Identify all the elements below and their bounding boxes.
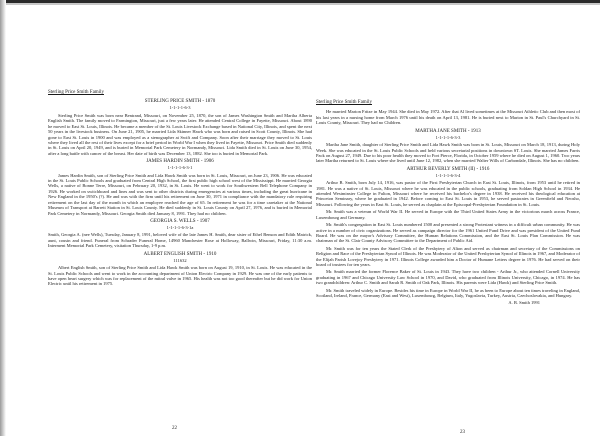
section-title: STERLING PRICE SMITH - 1870 [144,99,216,105]
section-title: ARTHUR BEVERLY SMITH (II) - 1916 [406,166,490,172]
section-title: ALBERT ENGLISH SMITH - 1910 [143,251,217,257]
right-page [316,100,580,306]
section-sterling [48,99,312,156]
signature: A. B. Smith 1991 [508,300,540,306]
paragraph: James Hardin Smith, son of Sterling Price Smith and Lida Hawk Smith was born in St. Louis, Missouri, on June 23, 1906. He was educated in the St. Louis Public Schools and graduated from Central High School, the first public high school west of the Mississippi. He married Georgia Wells, a native of Bonne Terre, Missouri, on February 20, 1932, in St. Louis. He went to work for Southwestern Bell Telephone Company in 1926. He worked on switchboard and lines and was sent to other districts during emergencies at various times, including the great hurricane in New England in the 1950's (?). He and was with the firm until his retirement on June 30, 1971 in compliance with the mandatory rule requiring retirement on the last day of the month in which an employee reached the age of 65. In retirement he was for a time caretaker at the National Museum of Transport at Barrett Station in St. Louis County. He died suddenly in St. Louis County on April 27, 1976, and is buried in Memorial Park Cemetery in Normandy, Missouri. Georgia Smith died January 8, 1991. They had no children. [48,172,312,216]
section-martha [316,129,580,164]
paragraph: Mr. Smith married the former Florence Baker of St. Louis in 1943. They have two children - Arthur Jr., who attended Cornell University graduating in 1967 and Chicago University Law School in 1970, and David, who graduated from Illinois University, Chicago, in 1974. He has two grandchildren: Arthur C. Smith and Sarah R. Smith of Oak Park, Illinois. His parents were Lida (Hawk) and Sterling Price Smith. [316,269,580,286]
paragraph: Mr. Smith was a veteran of World War II. He served in Europe with the Third United States Army in the victorious march across France, Luxembourg and Germany. [316,209,580,220]
left-edge-shadow [0,0,6,436]
right-page-number: 23 [460,430,465,435]
paragraph: Smith, Georgia A. (nee Wells), Tuesday, January 8, 1991, beloved wife of the late James H. Smith, dear sister of Ethel Benson and Edith Matrick, aunt, cousin and friend. Funeral from Schrader Funeral Home, 14960 Manchester Rose at Holloway, Ballwin, Missouri, Friday, 11:30 a.m. Interment Memorial Park Cemetery, visitation Thursday, 1-9 p.m. [48,232,312,249]
section-albert [48,252,312,287]
left-page-header: Sterling Price Smith Family [48,90,104,95]
section-arthur [316,167,580,306]
section-title: JAMES HARDIN SMITH - 1906 [146,159,214,165]
section-james [48,159,312,216]
left-page-number: 22 [172,426,177,431]
paragraph: Albert English Smith, son of Sterling Price Smith and Lida Hawk Smith was born on August 19, 1910, in St. Louis. He was educated in the St. Louis Public Schools and went to work in the accounting department of Union Electric Company in 1929. He was one of the early patients to have open heart surgery which was for replacement of the mitral valve in 1965. His health was not too good thereafter but he did work for Union Electric until his retirement in 1975. [48,265,312,287]
right-page-header: Sterling Price Smith Family [316,100,372,105]
section-code: 1-1-1-1-6-3-1a [166,224,194,230]
section-code: 1-1-1-1-6-3-3 [435,134,461,140]
paragraph: Mr. Smith was for ten years the Stated Clerk of the Presbytery of Alton and served as chairman and secretary of the Commissions on Religion and Race of the Presbyterian Synod of Illinois. He was Moderator of the United Presbyterian Synod of Illinois in 1967, and Moderator of the Elijah Parish Lovejoy Presbytery in 1971. Illinois College awarded him a Doctor of Humane Letters degree in 1976. He had served on their board of trustees for ten years. [316,245,580,267]
paragraph: Sterling Price Smith was born near Bentrand, Missouri, on November 25, 1870, the son of James Washington Smith and Martha Alberta English Smith. The family moved to Farmington, Missouri, just a few years later. He attended Central College in Fayette, Missouri. About 1890 he moved to East St. Louis, Illinois. He became a member of the St. Louis Livestock Exchange based in National City, Illinois, and spent the next 50 years in the livestock business. On June 21, 1905, he married Lida Skinner Hawk who was born and raised in Scott County, Illinois. She had gone to East St. Louis in 1900 and was employed as a stenographer at Swift and Company. Soon after their marriage they moved to St. Louis where they lived all the rest of their lives except for a brief period in World War I when they lived in Fayette, Missouri. Price Smith died suddenly in St. Louis on April 20, 1949, and is buried in Memorial Park Cemetery in Normandy, Missouri. Lida Smith died in St. Louis on June 30, 1954, after a long battle with cancer of the breast. Her date of birth was December 13, 1882. She too is buried in Memorial Park. [48,112,312,156]
section-code: 1-1-1-1-6-3 [169,105,191,111]
paragraph: Arthur B. Smith, born July 14, 1916, was pastor of the First Presbyterian Church in East St. Louis, Illinois, from 1953 until he retired in 1981. He was a native of St. Louis, Missouri where he was educated in the public schools, graduating from Soldan High School in 1934. He attended Westminster College in Fulton, Missouri where he received his bachelor's degree in 1938. He received his theological education at Princeton Seminary, where he graduated in 1942. Before coming to East St. Louis in 1953, he served pastorates in Greenfield and Neosho, Missouri. Following the years in East St. Louis, he served as chaplain at the Episcopal-Presbyterian Foundation in St. Louis. [316,180,580,207]
intro-paragraph: He married Marion Fritze in May 1944. She died in May 1972. After that Al lived sometimes at the Missouri Athletic Club and then most of his last years in a nursing home from March 1976 until his death on April 13, 1981. He is buried next to Marion in St. Paul's Churchyard in St. Louis County, Missouri. They had no Children. [316,109,580,126]
section-code: 1-1-1-1-6-3-1 [167,165,193,171]
top-edge-shadow [0,3,600,5]
paragraph: Martha Jane Smith, daughter of Sterling Price Smith and Lida Hawk Smith was born in St. Louis, Missouri on March 18, 1913, during Holy Week. She was educated in the St. Louis Public Schools and held various secretarial positions in downtown ST. Louis. She married James Farris Pack on August 27, 1949. Due to his poor health they moved to Fort Pierce, Florida, in October 1959 where he died on August 1, 1960. Two years later Martha returned to St. Louis where she lived until June 12, 1982, when she married Walter Wills of Carbondale, Illinois. She has no children. [316,142,580,164]
section-title: GEORGIA S. WELLS - 1907 [150,218,210,224]
section-title: MARTHA JANE SMITH - 1913 [415,128,481,134]
paragraph: Mr. Smith's congregation in East St. Louis numbered 1500 and presented a strong Protestant witness in a difficult urban community. He was active in a number of civic organizations. He served as campaign director for the 1961 United Fund Drive and was president of the United Fund Board. He was on the mayor's Advisory Committee, the Human Relations Commission, and the East St. Louis Plan Commission. He was chairman of the St. Clair County Advisory Committee to the Department of Public Aid. [316,222,580,244]
section-code: 1-1-1-1-6-3-4 [435,172,461,178]
left-page [48,90,312,289]
paragraph: Mr. Smith traveled widely in Europe. Besides his time in Europe in World War II, he as been to Europe about ten times traveling in England, Scotland, Ireland, France, Germany (East and West), Luxembourg, Belgium, Italy, Yugoslavia, Turkey, Austria, Czechoslovakia, and Hungary. [316,287,580,298]
section-georgia [48,219,312,249]
section-code: 111632 [173,257,187,263]
